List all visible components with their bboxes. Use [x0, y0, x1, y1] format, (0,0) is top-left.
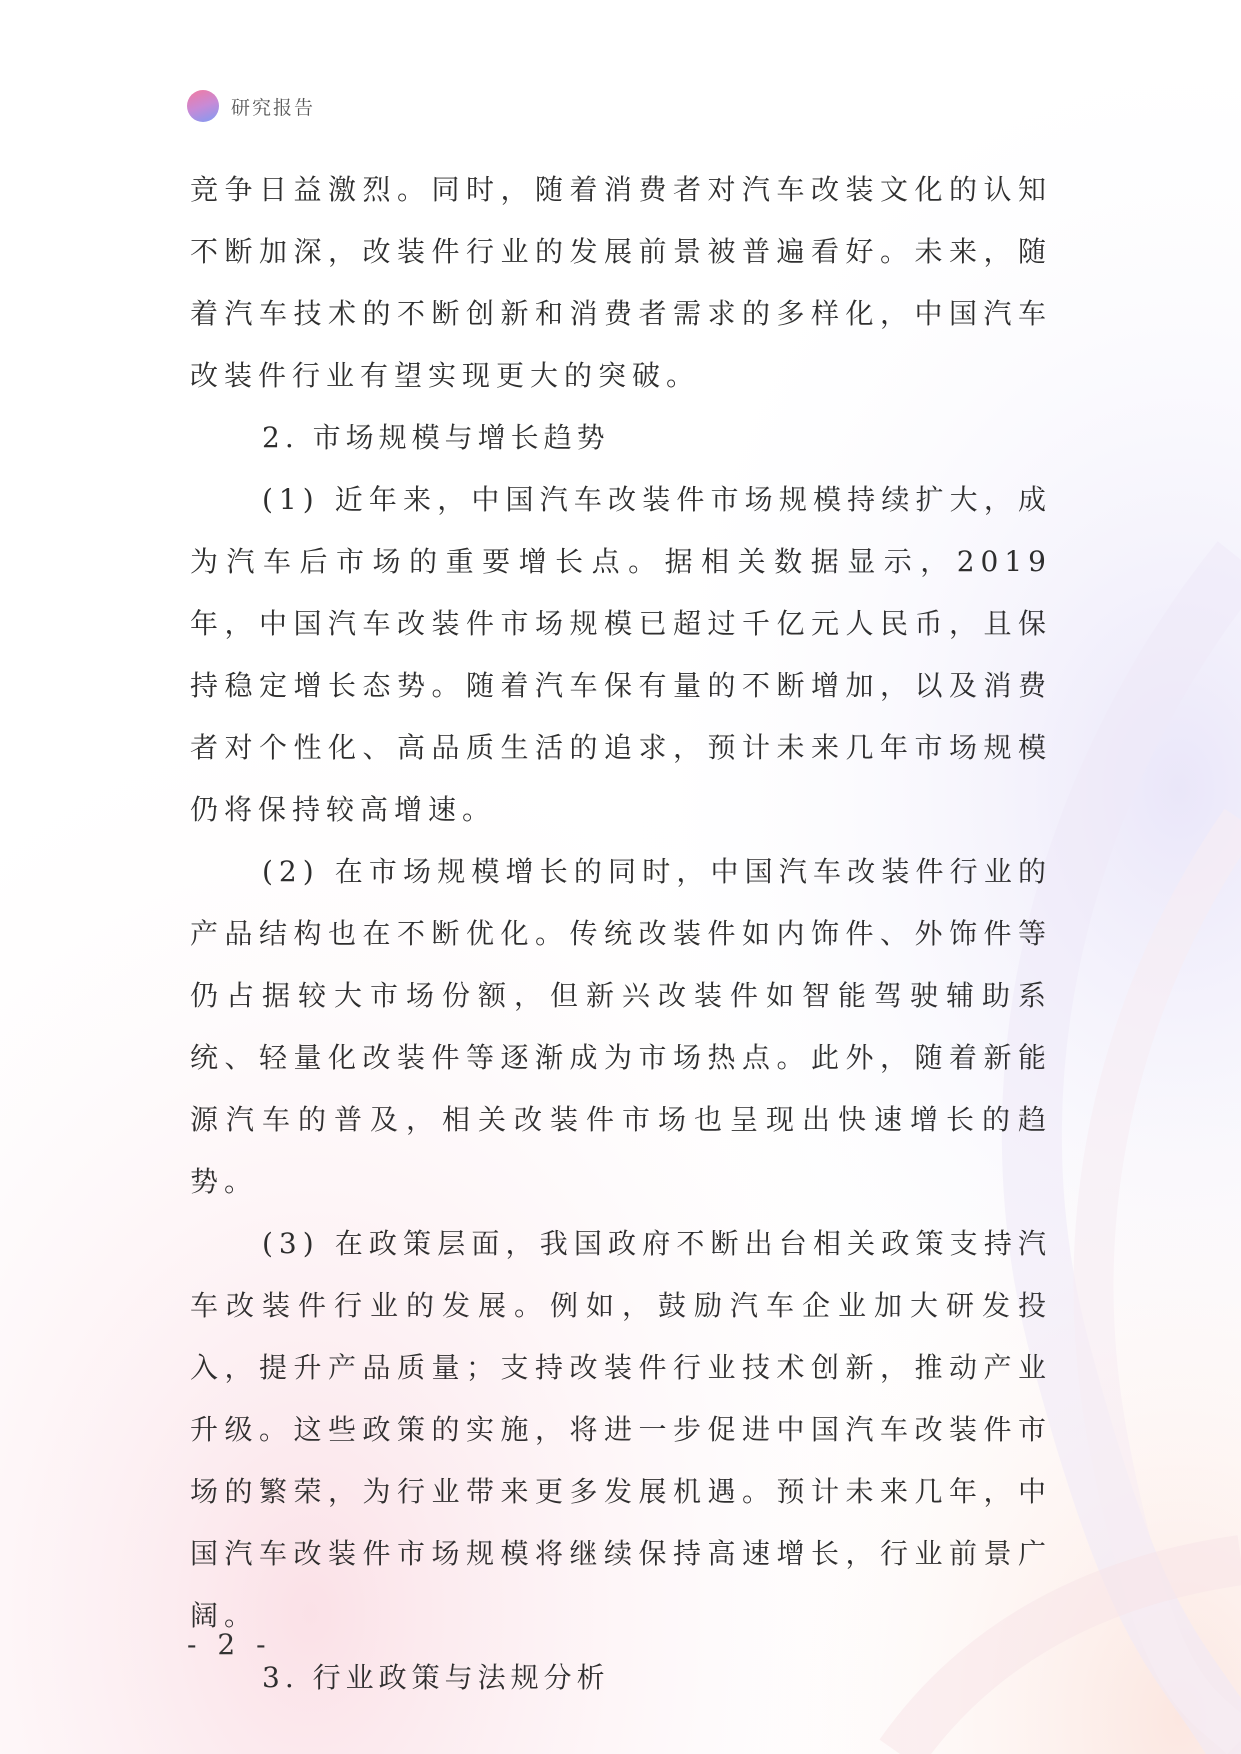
logo-icon	[187, 90, 219, 122]
intro-paragraph: 竞争日益激烈。同时，随着消费者对汽车改装文化的认知不断加深，改装件行业的发展前景被普遍看好。未来，随着汽车技术的不断创新和消费者需求的多样化，中国汽车改装件行业有望实现更大的突破。	[190, 173, 1052, 392]
section-heading: 3. 行业政策与法规分析	[262, 1661, 610, 1694]
body-paragraph: (2) 在市场规模增长的同时，中国汽车改装件行业的产品结构也在不断优化。传统改装件如内饰件、外饰件等仍占据较大市场份额，但新兴改装件如智能驾驶辅助系统、轻量化改装件等逐渐成为市场热点。此外，随着新能源汽车的普及，相关改装件市场也呈现出快速增长的趋势。	[190, 855, 1052, 1198]
document-body	[190, 159, 1052, 1709]
body-paragraph: (1) 近年来，中国汽车改装件市场规模持续扩大，成为汽车后市场的重要增长点。据相关数据显示，2019 年，中国汽车改装件市场规模已超过千亿元人民币，且保持稳定增长态势。随着汽车保有量的不断增加，以及消费者对个性化、高品质生活的追求，预计未来几年市场规模仍将保持较高增速。	[190, 483, 1052, 826]
body-paragraph: (3) 在政策层面，我国政府不断出台相关政策支持汽车改装件行业的发展。例如，鼓励汽车企业加大研发投入，提升产品质量；支持改装件行业技术创新，推动产业升级。这些政策的实施，将进一步促进中国汽车改装件市场的繁荣，为行业带来更多发展机遇。预计未来几年，中国汽车改装件市场规模将继续保持高速增长，行业前景广阔。	[190, 1227, 1052, 1632]
page-number: - 2 -	[187, 1628, 272, 1661]
section-heading: 2. 市场规模与增长趋势	[262, 421, 610, 454]
header-title: 研究报告	[231, 96, 316, 119]
report-header	[187, 89, 315, 123]
